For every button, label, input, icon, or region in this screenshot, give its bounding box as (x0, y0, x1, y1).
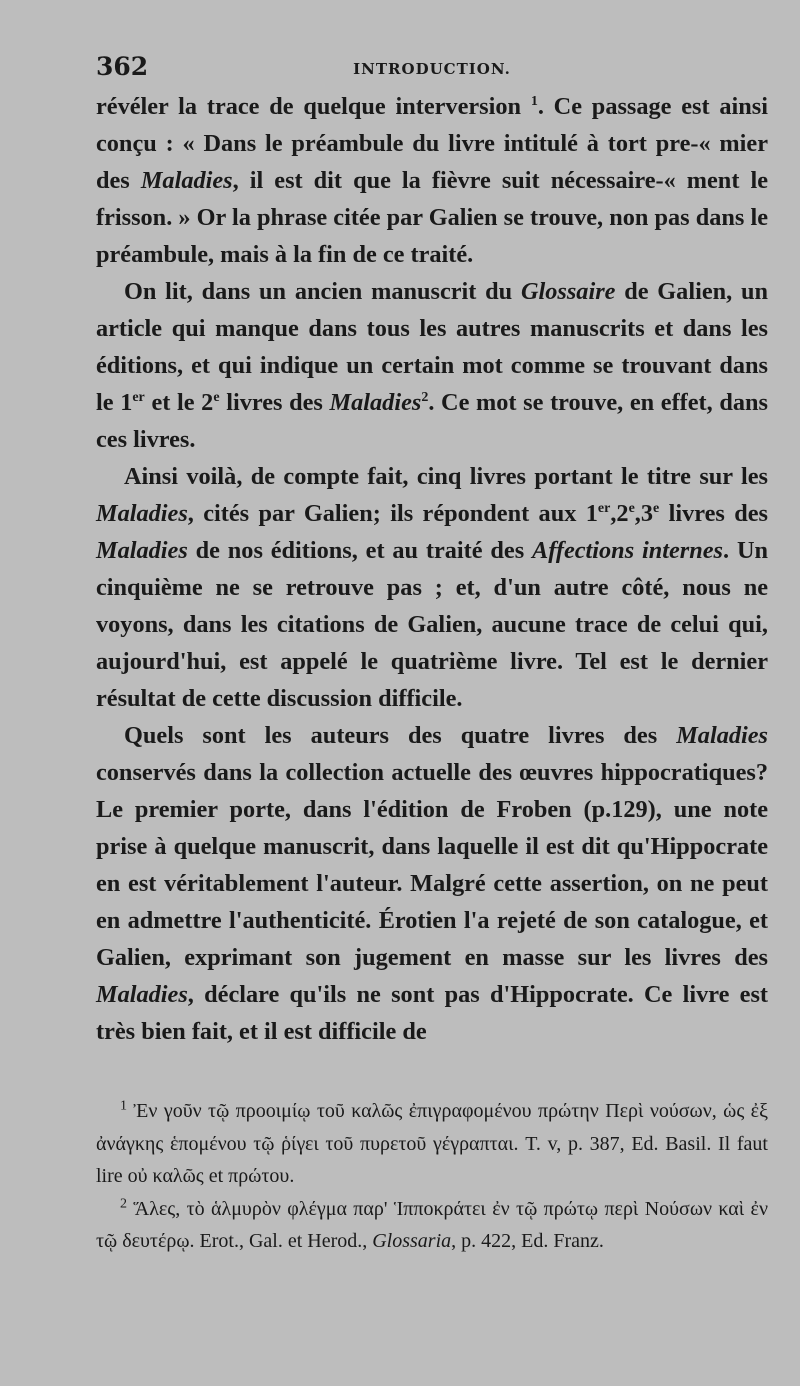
text-run: , déclare qu'ils ne sont pas d'Hippocrate. Ce livre est très bien fait, et il est difficile de (96, 981, 768, 1045)
text-run: de nos éditions, et au traité des (187, 537, 533, 564)
italic-run: Maladies (96, 500, 188, 527)
italic-run: Glossaire (520, 278, 616, 305)
paragraph-1 (96, 88, 768, 273)
ordinal-sup: e (628, 500, 635, 516)
italic-run: Maladies (140, 167, 233, 194)
text-run: ,2 (610, 500, 629, 527)
ordinal-sup: e (653, 500, 660, 516)
footnote-1 (96, 1095, 768, 1193)
text-run: . Ce mot se trouve, en effet, dans ces livres. (96, 389, 768, 453)
text-run: . Ce passage est ainsi conçu : « Dans le préambule du livre intitulé à tort pre-« mier des (96, 93, 768, 194)
text-run: Ainsi voilà, de compte fait, cinq livres portant le titre sur les (124, 463, 768, 490)
footnote-ref: 1 (530, 93, 538, 109)
footnote-text: Ἅλες, τὸ ἁλμυρὸν φλέγμα παρ' Ἱπποκράτει ἐν τῷ πρώτῳ περὶ Νούσων καὶ ἐν τῷ δευτέρῳ. Erot., Gal. et Herod., (96, 1197, 768, 1252)
paragraph-3 (96, 458, 768, 717)
italic-run: Maladies (329, 389, 422, 416)
page-header (96, 52, 768, 88)
footnote-text: Ἐν γοῦν τῷ προοιμίῳ τοῦ καλῶς ἐπιγραφομένου πρώτην Περὶ νούσων, ὡς ἐξ ἀνάγκης ἑπομένου τῷ ῥίγει τοῦ πυρετοῦ γέγραπται. T. v, p. 387, Ed. Basil. Il faut lire οὐ καλῶς et πρώτου. (96, 1100, 768, 1187)
italic-run: Glossaria (372, 1230, 452, 1252)
text-run: de Galien, un article qui manque dans tous les autres manuscrits et dans les éditions, et qui indique un certain mot comme se trouvant dans le 1 (96, 278, 768, 416)
text-run: On lit, dans un ancien manuscrit du (124, 278, 521, 305)
footnote-ref: 2 (421, 389, 429, 405)
text-run: , cités par Galien; ils répondent aux 1 (187, 500, 598, 527)
italic-run: Maladies (96, 537, 188, 564)
text-run: . Un cinquième ne se retrouve pas ; et, d'un autre côté, nous ne voyons, dans les citations de Galien, aucune trace de celui qui, aujourd'hui, est appelé le quatrième livre. Tel est le dernier résultat de cette discussion difficile. (96, 537, 768, 712)
text-run: révéler la trace de quelque interversion (96, 93, 531, 120)
footnotes (96, 1095, 768, 1258)
italic-run: Affections internes (532, 537, 724, 564)
italic-run: Maladies (96, 981, 188, 1008)
text-run: ,3 (634, 500, 654, 527)
text-run: conservés dans la collection actuelle des œuvres hippocratiques? Le premier porte, dans l'édition de Froben (p.129), une note prise à quelque manuscrit, dans laquelle il est dit qu'Hippocrate en est véritablement l'auteur. Malgré cette assertion, on ne peut en admettre l'authenticité. Érotien l'a rejeté de son catalogue, et Galien, exprimant son jugement en masse sur les livres des (96, 759, 768, 971)
footnote-mark: 2 (120, 1195, 127, 1211)
footnote-2 (96, 1193, 768, 1258)
text-run: , il est dit que la fièvre suit nécessaire-« ment le frisson. » Or la phrase citée par Galien se trouve, non pas dans le préambule, mais à la fin de ce traité. (96, 167, 768, 268)
ordinal-sup: e (213, 389, 220, 405)
ordinal-sup: er (132, 389, 145, 405)
ordinal-sup: er (597, 500, 611, 516)
paragraph-2 (96, 273, 768, 458)
italic-run: Maladies (676, 722, 768, 749)
running-title: INTRODUCTION. (353, 60, 511, 78)
text-run: livres des (659, 500, 768, 527)
text-run: Quels sont les auteurs des quatre livres des (124, 722, 677, 749)
footnote-mark: 1 (120, 1098, 127, 1114)
text-run: livres des (219, 389, 330, 416)
page-number: 362 (96, 52, 149, 81)
paragraph-4 (96, 717, 768, 1050)
footnote-text: , p. 422, Ed. Franz. (451, 1230, 604, 1252)
body-text (96, 88, 768, 1050)
text-run: et le 2 (144, 389, 214, 416)
